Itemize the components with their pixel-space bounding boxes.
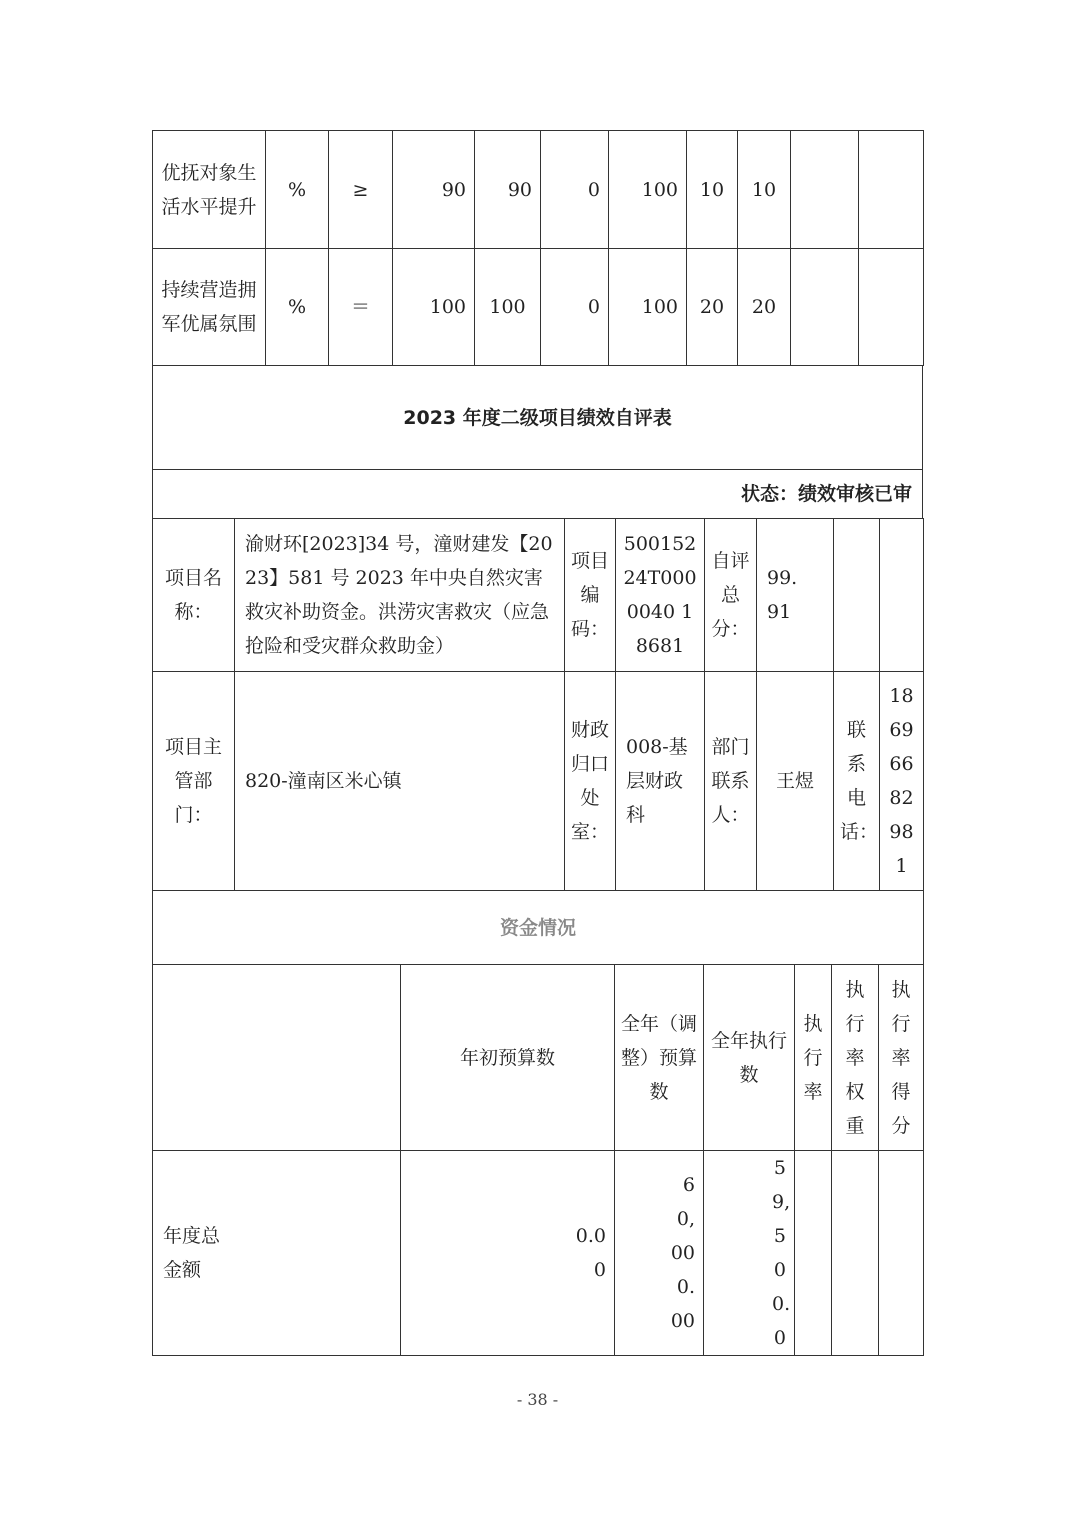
phone-label: 联系电话： xyxy=(834,672,880,891)
indicator-actual: 100 xyxy=(475,249,541,366)
indicator-empty-cell xyxy=(791,249,859,366)
project-name-label: 项目名称： xyxy=(153,519,235,672)
phone-value: 18696682981 xyxy=(880,672,924,891)
indicator-score: 20 xyxy=(738,249,791,366)
contact-label: 部门联系人： xyxy=(705,672,757,891)
dept-value: 820-潼南区米心镇 xyxy=(235,672,565,891)
exec-score-value xyxy=(879,1151,924,1356)
indicator-annual-target: 100 xyxy=(393,249,475,366)
indicator-unit: % xyxy=(266,131,329,249)
table-row xyxy=(153,519,924,672)
adjusted-budget-value: 60,000.00 xyxy=(615,1151,704,1356)
indicator-operator: ≥ xyxy=(329,131,393,249)
table-row xyxy=(153,1151,924,1356)
indicator-weight: 10 xyxy=(687,131,738,249)
table-row xyxy=(153,249,924,366)
project-info-empty-cell xyxy=(834,519,880,672)
self-score-value: 99.91 xyxy=(757,519,834,672)
indicator-score-rate: 100 xyxy=(609,249,687,366)
finance-office-value: 008-基层财政科 xyxy=(616,672,705,891)
exec-weight-value xyxy=(832,1151,879,1356)
dept-label: 项目主管部门： xyxy=(153,672,235,891)
indicator-actual: 90 xyxy=(475,131,541,249)
form-header-table xyxy=(152,365,923,519)
project-info-empty-cell xyxy=(880,519,924,672)
finance-office-label: 财政归口处室： xyxy=(565,672,616,891)
funds-header-empty xyxy=(153,965,401,1151)
form-title: 2023 年度二级项目绩效自评表 xyxy=(153,366,923,470)
indicator-unit: % xyxy=(266,249,329,366)
indicator-score: 10 xyxy=(738,131,791,249)
page-number: - 38 - xyxy=(516,1390,559,1409)
exec-rate-header: 执行率 xyxy=(795,965,832,1151)
indicator-name: 优抚对象生活水平提升 xyxy=(153,131,266,249)
exec-score-header: 执行率得分 xyxy=(879,965,924,1151)
exec-weight-header: 执行率权重 xyxy=(832,965,879,1151)
table-row xyxy=(153,672,924,891)
adjusted-budget-header: 全年（调整）预算数 xyxy=(615,965,704,1151)
project-code-value: 500152 24T0000040 18681 xyxy=(616,519,705,672)
indicator-empty-cell xyxy=(859,249,924,366)
indicator-deviation: 0 xyxy=(541,249,609,366)
indicator-name: 持续营造拥军优属氛围 xyxy=(153,249,266,366)
project-info-table xyxy=(152,518,924,891)
project-code-label: 项目编码： xyxy=(565,519,616,672)
indicator-table xyxy=(152,130,924,366)
table-row xyxy=(153,131,924,249)
indicator-deviation: 0 xyxy=(541,131,609,249)
contact-value: 王煜 xyxy=(757,672,834,891)
indicator-empty-cell xyxy=(859,131,924,249)
funds-table xyxy=(152,890,924,1356)
initial-budget-header: 年初预算数 xyxy=(401,965,615,1151)
project-name-value: 渝财环[2023]34 号，潼财建发【2023】581 号 2023 年中央自然灾害救灾补助资金。洪涝灾害救灾（应急抢险和受灾群众救助金） xyxy=(235,519,565,672)
indicator-operator: ＝ xyxy=(329,249,393,366)
indicator-annual-target: 90 xyxy=(393,131,475,249)
self-score-label: 自评总分： xyxy=(705,519,757,672)
executed-value: 59,500.0 xyxy=(704,1151,795,1356)
executed-header: 全年执行数 xyxy=(704,965,795,1151)
funds-section-title: 资金情况 xyxy=(153,891,924,965)
table-row xyxy=(153,965,924,1151)
indicator-score-rate: 100 xyxy=(609,131,687,249)
initial-budget-value: 0.00 xyxy=(401,1151,615,1356)
funds-row-label: 年度总金额 xyxy=(153,1151,401,1356)
status-label: 状态：绩效审核已审 xyxy=(153,470,923,519)
indicator-empty-cell xyxy=(791,131,859,249)
indicator-weight: 20 xyxy=(687,249,738,366)
exec-rate-value xyxy=(795,1151,832,1356)
